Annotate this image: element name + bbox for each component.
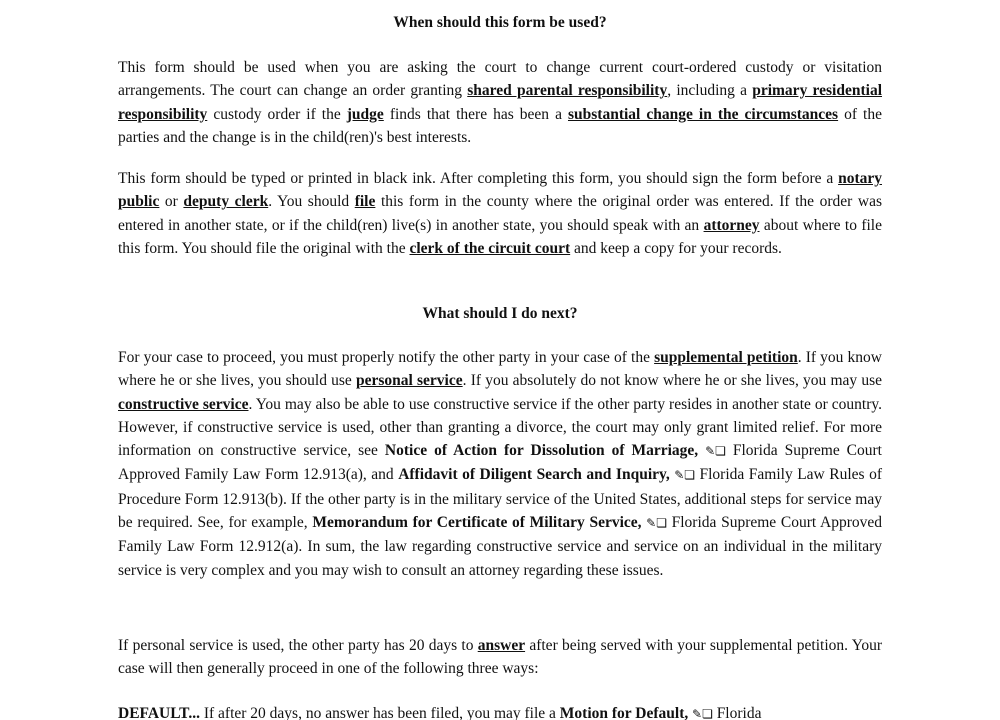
link-clerk-of-circuit-court[interactable]: clerk of the circuit court — [409, 239, 571, 257]
link-deputy-clerk[interactable]: deputy clerk — [183, 193, 269, 211]
heading-what-next: What should I do next? — [422, 305, 578, 322]
link-judge[interactable]: judge — [346, 105, 384, 123]
link-constructive-service[interactable]: constructive service — [118, 395, 249, 413]
form-title-affidavit-diligent-search: Affidavit of Diligent Search and Inquiry, — [398, 466, 670, 484]
text: Florida Supreme Court Approved Family Law Form 12.912(a). In sum, the law regarding constructive service and service on an individual in the military service is very complex and you may wish to consult an attorney regarding these issues. — [118, 514, 882, 579]
form-pencil-box-icon: ✎❏ — [688, 707, 717, 720]
default-label: DEFAULT... — [118, 705, 200, 720]
text: of the parties and the change is in the child(ren)'s best interests. — [118, 105, 882, 146]
text: If after 20 days, no answer has been filed, you may file a — [199, 705, 560, 720]
link-primary-residential-responsibility[interactable]: primary residential responsibility — [118, 82, 883, 123]
form-pencil-box-icon: ✎❏ — [698, 444, 733, 459]
text: . If you absolutely do not know where he or she lives, you may use — [462, 372, 882, 390]
text: . If you know where he or she lives, you should use — [118, 349, 882, 390]
paragraph-default — [118, 702, 882, 720]
link-shared-parental-responsibility[interactable]: shared parental responsibility — [467, 82, 668, 100]
paragraph-filing-instructions — [118, 167, 882, 260]
form-title-motion-for-default: Motion for Default, — [559, 705, 689, 720]
text: For your case to proceed, you must properly notify the other party in your case of the — [118, 349, 655, 366]
heading-when-to-use: When should this form be used? — [393, 14, 607, 31]
text: Florida — [716, 705, 762, 720]
text: Florida Supreme Court Approved Family Law Form 12.913(a), and — [118, 442, 882, 484]
text: or — [159, 193, 184, 211]
text: If personal service is used, the other party has 20 days to — [118, 637, 478, 654]
link-supplemental-petition[interactable]: supplemental petition — [654, 349, 798, 366]
text: . You may also be able to use constructive service if the other party resides in another state or country. However, if constructive service is used, other than granting a divorce, the court may only grant limited relief. For more information on constructive service, see — [118, 395, 882, 460]
text: Florida Family Law Rules of Procedure Form 12.913(b). If the other party is in the military service of the United States, additional steps for service may be required. See, for example, — [118, 466, 882, 532]
link-notary-public[interactable]: notary public — [118, 170, 882, 211]
text: this form in the county where the original order was entered. If the order was entered in another state, or if the child(ren) live(s) in another state, you should speak with an — [118, 193, 883, 234]
form-title-notice-of-action: Notice of Action for Dissolution of Marriage, — [384, 442, 699, 460]
text: finds that there has been a — [383, 105, 568, 123]
paragraph-service — [118, 346, 882, 582]
link-substantial-change[interactable]: substantial change in the circumstances — [567, 105, 839, 123]
text: This form should be used when you are asking the court to change current court-ordered custody or visitation arrangements. The court can change an order granting — [118, 59, 882, 100]
link-personal-service[interactable]: personal service — [355, 372, 463, 390]
link-answer[interactable]: answer — [477, 637, 526, 654]
form-pencil-box-icon: ✎❏ — [669, 468, 700, 483]
text: This form should be typed or printed in black ink. After completing this form, you should sign the form before a — [118, 170, 839, 187]
text: and keep a copy for your records. — [570, 239, 782, 257]
text: about where to file this form. You should file the original with the — [118, 216, 882, 257]
paragraph-purpose — [118, 56, 882, 149]
text: , including a — [667, 82, 753, 100]
text: . You should — [268, 193, 355, 211]
link-file[interactable]: file — [354, 193, 376, 211]
text: custody order if the — [207, 105, 347, 123]
paragraph-answer-period — [118, 634, 882, 681]
link-attorney[interactable]: attorney — [703, 216, 760, 234]
form-title-military-service-memorandum: Memorandum for Certificate of Military Service, — [312, 514, 642, 532]
text: after being served with your supplemental petition. Your case will then generally proceed in one of the following three ways: — [118, 637, 882, 678]
form-pencil-box-icon: ✎❏ — [641, 516, 672, 531]
